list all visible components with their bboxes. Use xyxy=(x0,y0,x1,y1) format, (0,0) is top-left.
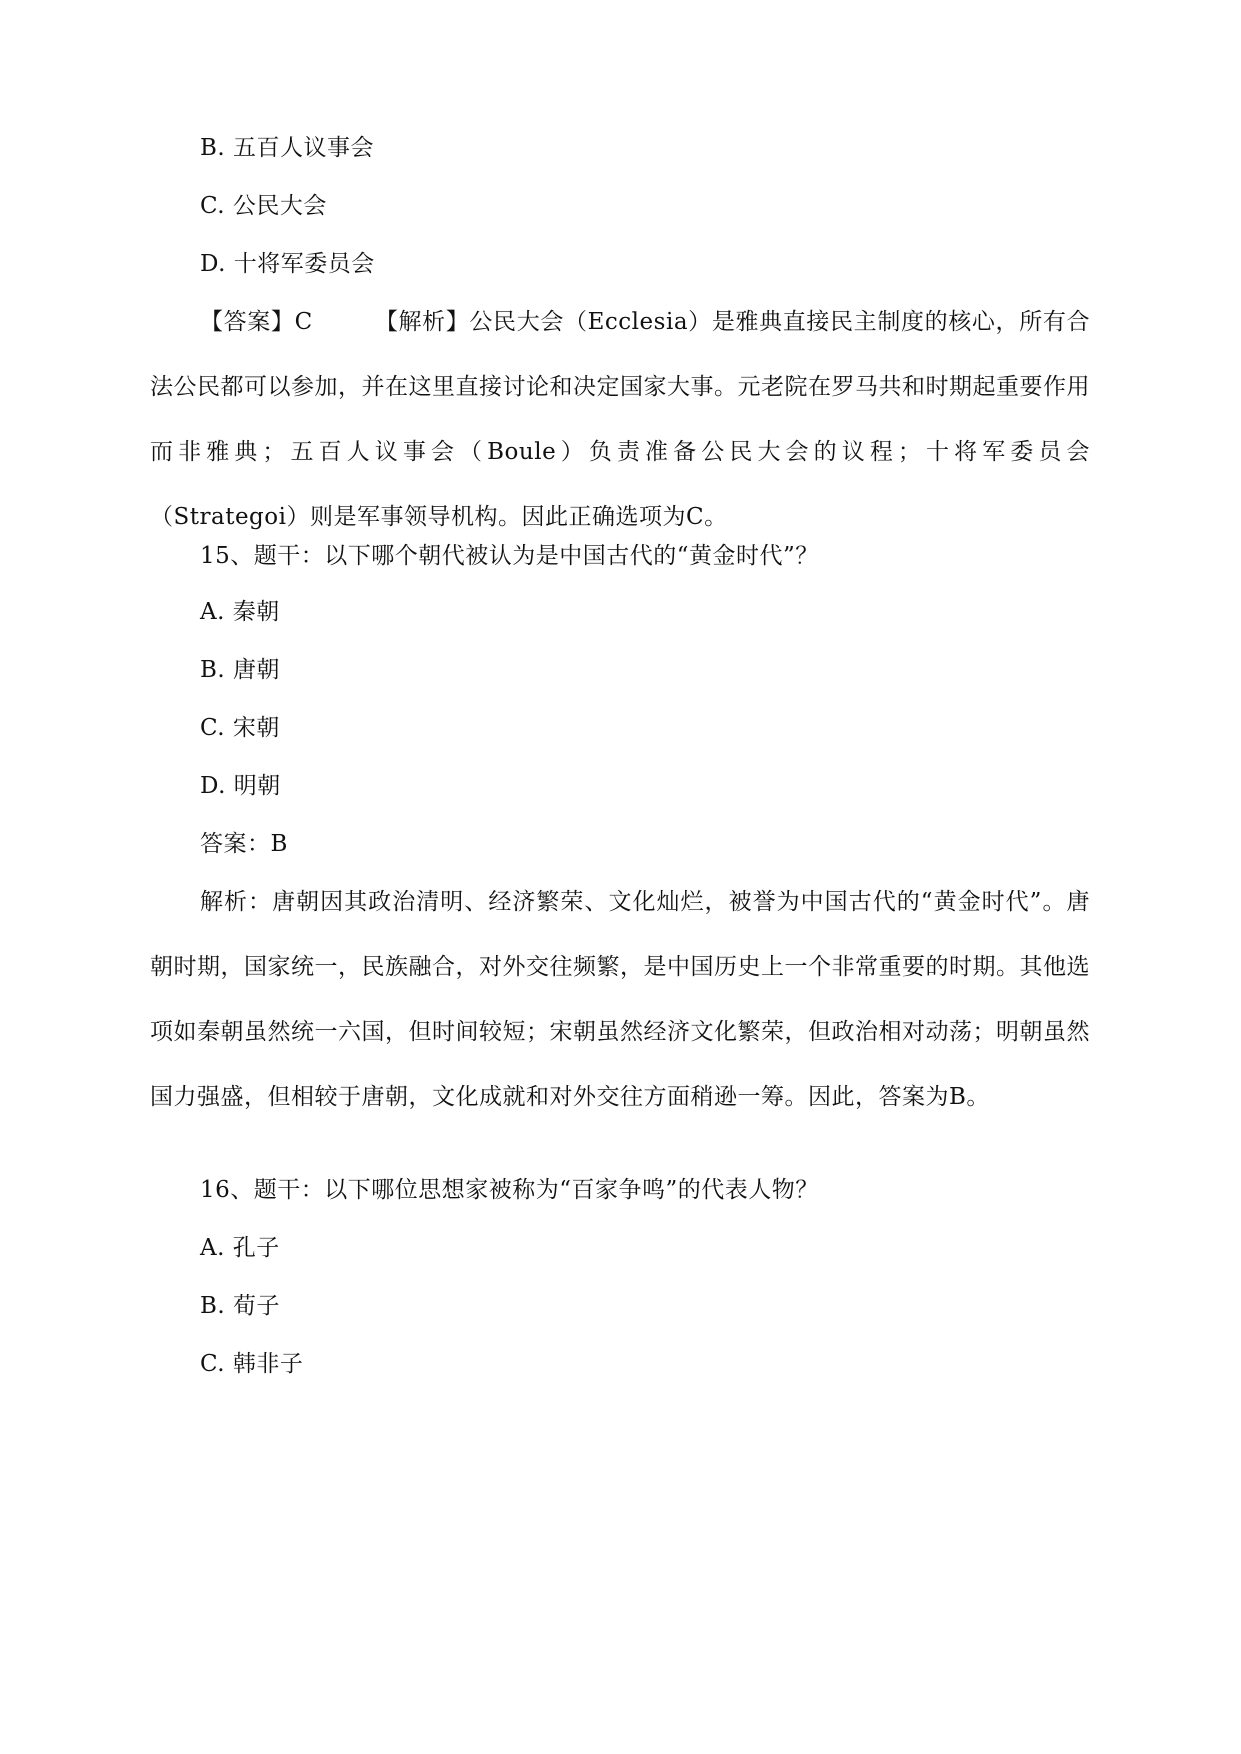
q15-option-b: B. 唐朝 xyxy=(200,657,281,683)
q15-stem: 15、题干：以下哪个朝代被认为是中国古代的“黄金时代”？ xyxy=(200,543,819,569)
q14-option-c: C. 公民大会 xyxy=(200,193,327,219)
q15-explanation: 解析：唐朝因其政治清明、经济繁荣、文化灿烂，被誉为中国古代的“黄金时代”。唐朝时期，国家统一，民族融合，对外交往频繁，是中国历史上一个非常重要的时期。其他选项如秦朝虽然统一六国，但时间较短；宋朝虽然经济文化繁荣，但政治相对动荡；明朝虽然国力强盛，但相较于唐朝，文化成就和对外交往方面稍逊一筹。因此，答案为B。 xyxy=(150,889,1090,1110)
q15-option-d: D. 明朝 xyxy=(200,773,281,799)
q14-option-b: B. 五百人议事会 xyxy=(200,135,375,161)
q15-option-a: A. 秦朝 xyxy=(200,599,280,625)
q14-answer-block xyxy=(150,290,1090,550)
q15-answer: 答案：B xyxy=(200,831,288,857)
q14-answer-label: 【答案】C xyxy=(200,309,313,335)
q16-option-a: A. 孔子 xyxy=(200,1235,280,1261)
q16-option-b: B. 荀子 xyxy=(200,1293,281,1319)
q15-option-c: C. 宋朝 xyxy=(200,715,280,741)
q16-option-c: C. 韩非子 xyxy=(200,1351,304,1377)
q16-stem: 16、题干：以下哪位思想家被称为“百家争鸣”的代表人物？ xyxy=(200,1177,819,1203)
q14-explanation: 【解析】公民大会（Ecclesia）是雅典直接民主制度的核心，所有合法公民都可以参加，并在这里直接讨论和决定国家大事。元老院在罗马共和时期起重要作用而非雅典；五百人议事会（Boule）负责准备公民大会的议程；十将军委员会（Strategoi）则是军事领导机构。因此正确选项为C。 xyxy=(150,309,1090,530)
q14-option-d: D. 十将军委员会 xyxy=(200,251,375,277)
